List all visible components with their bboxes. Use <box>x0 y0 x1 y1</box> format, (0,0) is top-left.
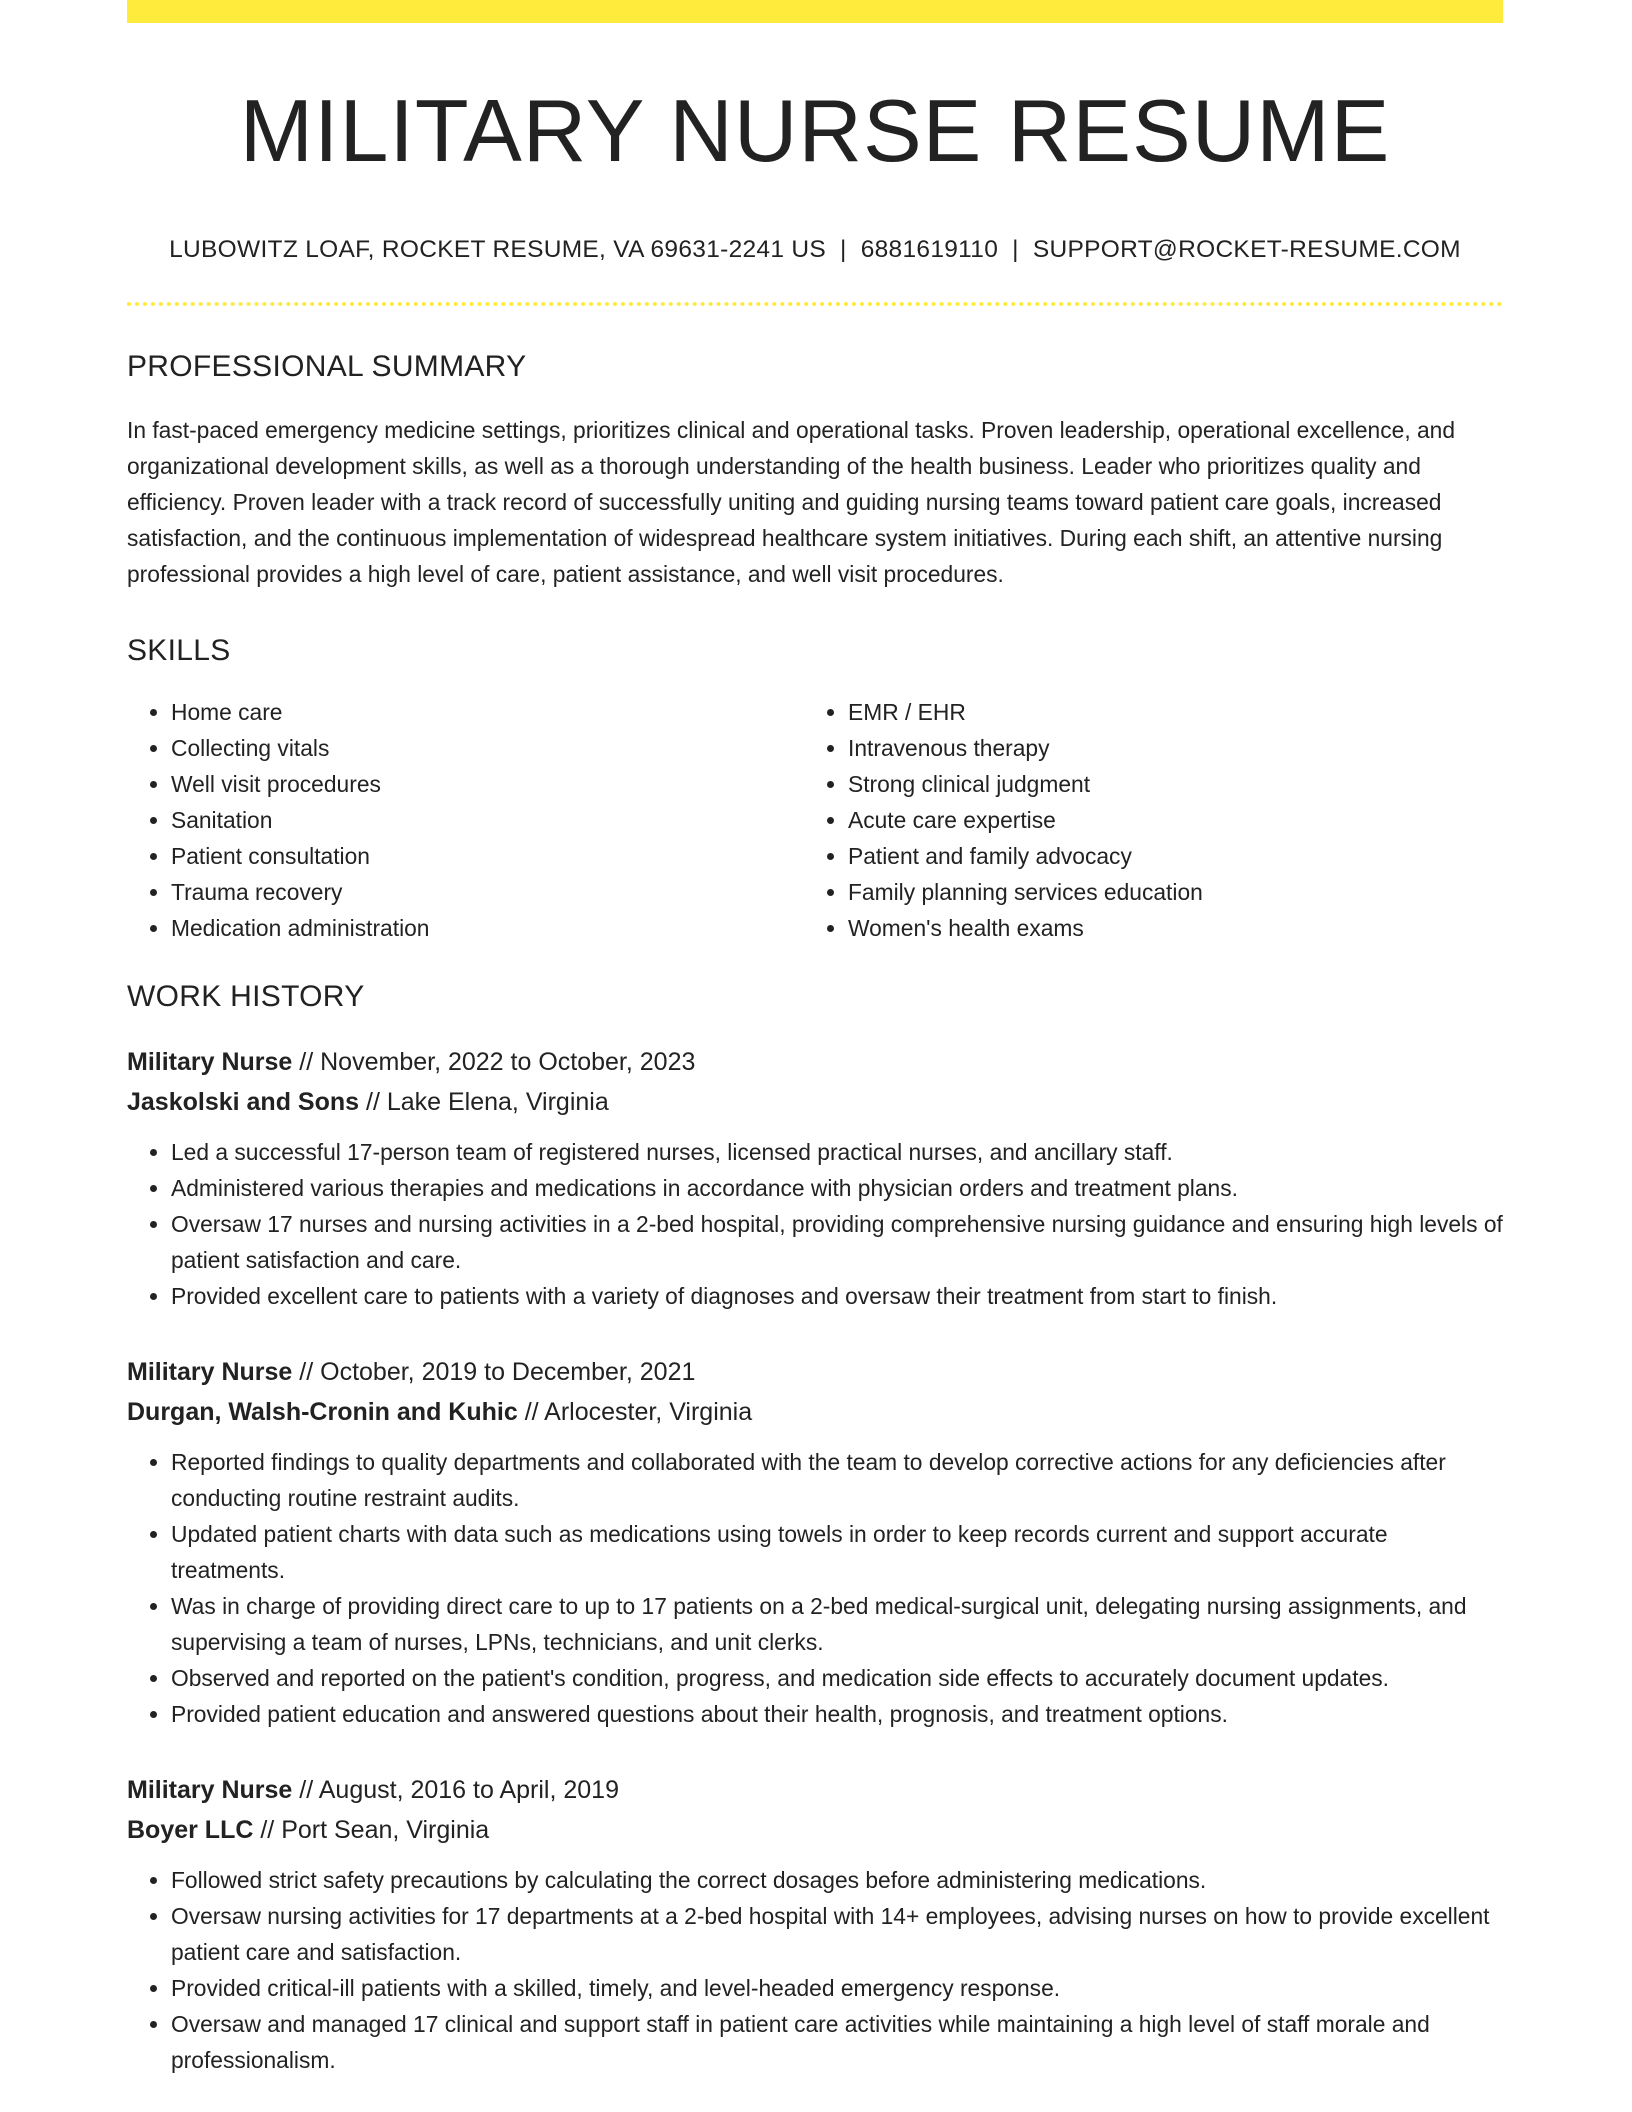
skill-item: • Patient and family advocacy <box>848 838 1481 874</box>
job-bullets <box>127 1134 1503 1314</box>
job-role: Military Nurse <box>127 1357 293 1386</box>
job-role: Military Nurse <box>127 1047 293 1076</box>
contact-line <box>127 236 1503 264</box>
job-location: // Port Sean, Virginia <box>253 1815 490 1844</box>
job-bullet: • Reported findings to quality departments and collaborated with the team to develop corrective actions for any deficiencies after conducting routine restraint audits. <box>171 1444 1503 1516</box>
job-location: // Lake Elena, Virginia <box>359 1087 609 1116</box>
job-dates: // November, 2022 to October, 2023 <box>292 1047 696 1076</box>
work-history-heading: WORK HISTORY <box>127 979 365 1013</box>
job-bullet: • Was in charge of providing direct care to up to 17 patients on a 2-bed medical-surgical unit, delegating nursing assignments, and supervising a team of nurses, LPNs, technicians, and unit clerks. <box>171 1588 1503 1660</box>
contact-phone: 6881619110 <box>860 235 999 263</box>
skill-item: • Women's health exams <box>848 910 1481 946</box>
job-role: Military Nurse <box>127 1775 293 1804</box>
job-role-line <box>127 1770 1503 1810</box>
job-bullet: • Led a successful 17-person team of registered nurses, licensed practical nurses, and ancillary staff. <box>171 1134 1503 1170</box>
job-bullet: • Oversaw nursing activities for 17 departments at a 2-bed hospital with 14+ employees, advising nurses on how to provide excellent patient care and satisfaction. <box>171 1898 1503 1970</box>
job-location: // Arlocester, Virginia <box>517 1397 753 1426</box>
skill-item: • Medication administration <box>171 910 804 946</box>
resume-page <box>127 0 1503 2078</box>
skill-item: • Patient consultation <box>171 838 804 874</box>
job-company-line <box>127 1810 1503 1850</box>
job-company: Jaskolski and Sons <box>127 1087 360 1116</box>
job-role-line <box>127 1352 1503 1392</box>
skill-item: • Sanitation <box>171 802 804 838</box>
job-company-line <box>127 1392 1503 1432</box>
job-bullet: • Administered various therapies and medications in accordance with physician orders and treatment plans. <box>171 1170 1503 1206</box>
skill-item: • Intravenous therapy <box>848 730 1481 766</box>
job-bullet: • Observed and reported on the patient's condition, progress, and medication side effects to accurately document updates. <box>171 1660 1503 1696</box>
job-entry <box>127 1042 1503 1314</box>
job-company: Boyer LLC <box>127 1815 254 1844</box>
contact-separator: | <box>840 235 847 263</box>
skill-item: • Acute care expertise <box>848 802 1481 838</box>
skill-item: • Family planning services education <box>848 874 1481 910</box>
resume-title: MILITARY NURSE RESUME <box>239 81 1391 180</box>
job-entry <box>127 1352 1503 1732</box>
job-bullets <box>127 1862 1503 2078</box>
summary-heading: PROFESSIONAL SUMMARY <box>127 349 527 383</box>
dotted-divider <box>127 302 1503 306</box>
job-dates: // October, 2019 to December, 2021 <box>292 1357 696 1386</box>
job-bullet: • Provided excellent care to patients with a variety of diagnoses and oversaw their treatment from start to finish. <box>171 1278 1503 1314</box>
job-company: Durgan, Walsh-Cronin and Kuhic <box>127 1397 518 1426</box>
contact-address: LUBOWITZ LOAF, ROCKET RESUME, VA 69631-2241 US <box>169 235 827 263</box>
contact-email: SUPPORT@ROCKET-RESUME.COM <box>1032 235 1461 263</box>
job-dates: // August, 2016 to April, 2019 <box>292 1775 619 1804</box>
job-bullet: • Provided critical-ill patients with a skilled, timely, and level-headed emergency response. <box>171 1970 1503 2006</box>
skills-heading: SKILLS <box>127 633 231 667</box>
top-accent-bar <box>127 0 1503 23</box>
job-bullet: • Followed strict safety precautions by calculating the correct dosages before administering medications. <box>171 1862 1503 1898</box>
skill-item: • Strong clinical judgment <box>848 766 1481 802</box>
skill-item: • Well visit procedures <box>171 766 804 802</box>
contact-separator: | <box>1012 235 1019 263</box>
job-role-line <box>127 1042 1503 1082</box>
job-entry <box>127 1770 1503 2078</box>
summary-text: In fast-paced emergency medicine settings, prioritizes clinical and operational tasks. Proven leadership, operational excellence, and organizational development skills, as well as a thorough understanding of the health business. Leader who prioritizes quality and efficiency. Proven leader with a track record of successfully uniting and guiding nursing teams toward patient care goals, increased satisfaction, and the continuous implementation of widespread healthcare system initiatives. During each shift, an attentive nursing professional provides a high level of care, patient assistance, and well visit procedures. <box>127 416 1456 587</box>
job-bullets <box>127 1444 1503 1732</box>
job-bullet: • Updated patient charts with data such as medications using towels in order to keep records current and support accurate treatments. <box>171 1516 1503 1588</box>
job-bullet: • Oversaw 17 nurses and nursing activities in a 2-bed hospital, providing comprehensive nursing guidance and ensuring high levels of patient satisfaction and care. <box>171 1206 1503 1278</box>
job-bullet: • Oversaw and managed 17 clinical and support staff in patient care activities while maintaining a high level of staff morale and professionalism. <box>171 2006 1503 2078</box>
skill-item: • Home care <box>171 694 804 730</box>
skill-item: • Collecting vitals <box>171 730 804 766</box>
job-company-line <box>127 1082 1503 1122</box>
skills-column-left <box>127 694 804 946</box>
skill-item: • EMR / EHR <box>848 694 1481 730</box>
skills-column-right <box>804 694 1481 946</box>
skill-item: • Trauma recovery <box>171 874 804 910</box>
skills-list <box>127 694 1503 946</box>
job-bullet: • Provided patient education and answered questions about their health, prognosis, and treatment options. <box>171 1696 1503 1732</box>
